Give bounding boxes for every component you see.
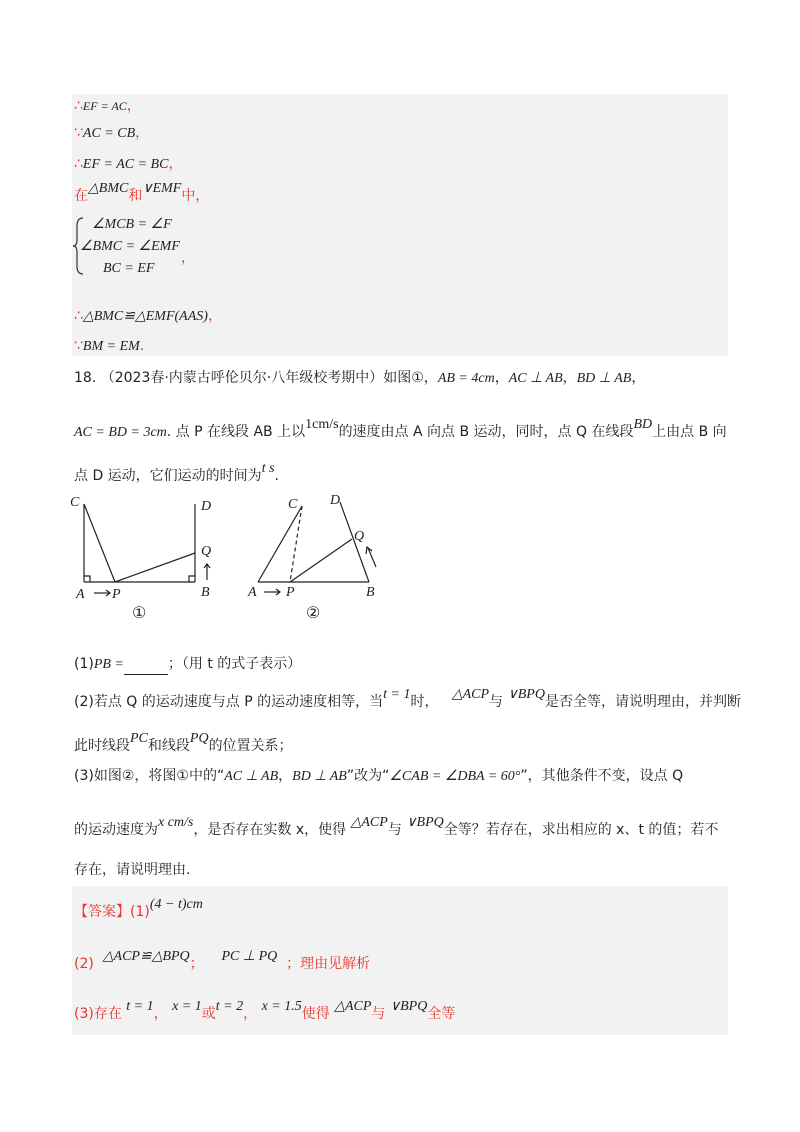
fig2-label-b: B: [366, 585, 375, 600]
proof-line-6: ∵BM = EM.: [74, 338, 145, 354]
question-3-line-3: 存在，请说明理由.: [74, 862, 191, 878]
answer-line-3: (3)存在 t = 1， x = 1或t = 2， x = 1.5使得 △ACP与 ∨BPQ全等: [74, 999, 456, 1022]
fig1-label-a: A: [76, 587, 85, 602]
fig2-label-d: D: [330, 493, 341, 508]
figure-1: [68, 492, 228, 622]
answer-line-2: (2) △ACP≌△BPQ； PC ⊥ PQ ；理由见解析: [74, 949, 371, 972]
question-3-line-1: (3)如图②，将图①中的“AC ⊥ AB，BD ⊥ AB”改为“∠CAB = ∠DBA = 60°”，其他条件不变，设点 Q: [74, 768, 684, 784]
fig1-label-c: C: [70, 495, 80, 510]
system-row-1: ∠MCB = ∠F: [92, 217, 172, 232]
fig1-caption: ①: [132, 605, 147, 622]
fig1-label-q: Q: [201, 544, 212, 559]
fig2-caption: ②: [306, 605, 321, 622]
system-row-3: BC = EF: [103, 261, 155, 276]
question-3-line-2: 的运动速度为x cm/s，是否存在实数 x，使得 △ACP与 ∨BPQ全等？若存在，求出相应的 x、t 的值；若不: [74, 815, 719, 838]
proof-line-1: ∴EF = AC，: [74, 98, 141, 114]
problem-line-1: 18. （2023春·内蒙古呼伦贝尔·八年级校考期中）如图①，AB = 4cm，AC ⊥ AB，BD ⊥ AB，: [74, 370, 646, 386]
proof-line-4: 在△BMC和∨EMF中，: [74, 181, 210, 204]
answer-blank: [124, 660, 168, 675]
fig2-label-c: C: [288, 497, 298, 512]
system-row-2: ∠BMC = ∠EMF: [80, 239, 180, 254]
proof-line-2: ∵AC = CB，: [74, 125, 150, 141]
problem-line-3: 点 D 运动，它们运动的时间为t s.: [74, 461, 279, 484]
problem-line-2: AC = BD = 3cm. 点 P 在线段 AB 上以1cm/s的速度由点 A 向点 B 运动，同时，点 Q 在线段BD上由点 B 向: [74, 417, 727, 440]
question-1: (1)PB = ；（用 t 的式子表示）: [74, 654, 301, 675]
fig2-label-a: A: [248, 585, 257, 600]
fig2-label-p: P: [286, 585, 295, 600]
proof-line-3: ∴EF = AC = BC，: [74, 156, 183, 172]
fig2-label-q: Q: [354, 529, 365, 544]
fig1-label-b: B: [201, 585, 210, 600]
proof-line-5: ∴△BMC≌△EMF(AAS)，: [74, 308, 222, 324]
fig1-label-p: P: [112, 587, 121, 602]
answer-line-1: 【答案】(1)(4 − t)cm: [74, 897, 203, 920]
question-2-line-2: 此时线段PC和线段PQ的位置关系；: [74, 731, 293, 754]
fig1-label-d: D: [201, 499, 212, 514]
question-2-line-1: (2)若点 Q 的运动速度与点 P 的运动速度相等，当t = 1时， △ACP与 ∨BPQ是否全等，请说明理由，并判断: [74, 687, 741, 710]
system-punct: ，: [181, 250, 195, 266]
figure-2: [244, 488, 394, 624]
